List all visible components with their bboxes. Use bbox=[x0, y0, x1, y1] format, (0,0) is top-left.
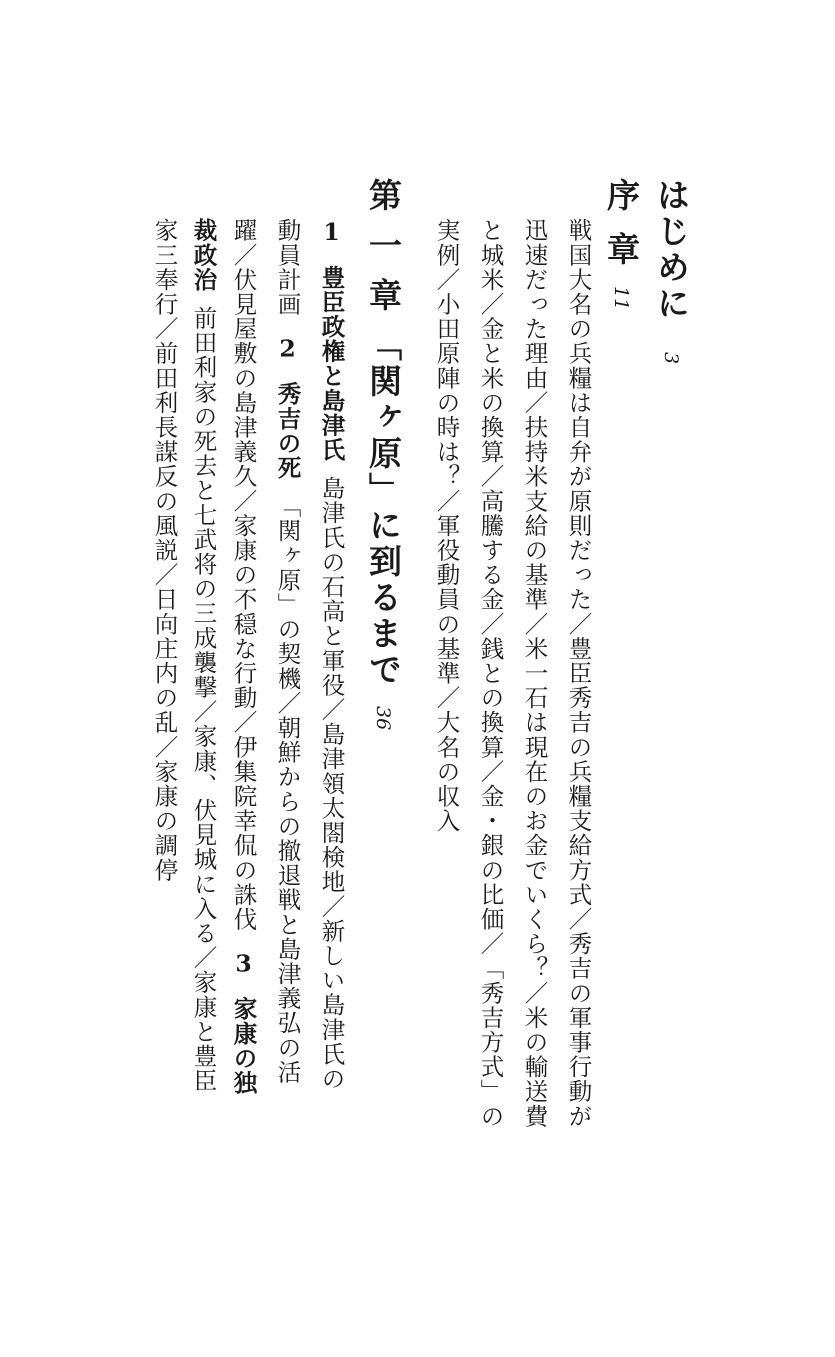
section-2-heading: 秀吉の死 bbox=[273, 381, 302, 480]
prologue-line-2: 迅速だった理由／扶持米支給の基準／米一石は現在のお金でいくら？／米の輸送費 bbox=[520, 218, 549, 1129]
section-2-number: 2 bbox=[273, 334, 302, 364]
prologue-line-1: 戦国大名の兵糧は自弁が原則だった／豊臣秀吉の兵糧支給方式／秀吉の軍事行動が bbox=[564, 218, 593, 1129]
prologue-title-2: 章 bbox=[602, 232, 641, 268]
chapter1-col-4 bbox=[189, 218, 218, 1094]
chapter1-col-5: 家三奉行／前田利長謀反の風説／日向庄内の乱／家康の調停 bbox=[150, 218, 179, 883]
prologue-line-3: と城米／金と米の換算／高騰する金／銭との換算／金・銀の比価／「秀吉方式」の bbox=[476, 218, 505, 1129]
section-3-heading: 家康の独 bbox=[229, 996, 258, 1095]
section-1-text: 島津氏の石高と軍役／島津領太閤検地／新しい島津氏の bbox=[317, 475, 346, 1091]
section-3-number: 3 bbox=[229, 949, 258, 979]
chapter1-col-3 bbox=[229, 218, 258, 1095]
chapter1-col-1 bbox=[317, 218, 346, 1091]
prologue-line-4: 実例／小田原陣の時は？／軍役動員の基準／大名の収入 bbox=[432, 218, 461, 833]
section-2-text: 「関ヶ原」の契機／朝鮮からの撤退戦と島津義弘の活 bbox=[273, 493, 302, 1085]
prologue-title-1: 序 bbox=[602, 178, 641, 214]
preface-page-number: 3 bbox=[660, 352, 682, 365]
section-3-text: 前田利家の死去と七武将の三成襲撃／家康、伏見城に入る／家康と豊臣 bbox=[189, 305, 218, 1094]
preface-title: はじめに bbox=[652, 178, 691, 322]
section-1-text-cont: 動員計画 bbox=[273, 218, 302, 317]
prologue-entry bbox=[602, 178, 641, 311]
chapter1-page-number: 36 bbox=[372, 706, 394, 731]
chapter1-title-1: 第 bbox=[364, 178, 403, 214]
section-1-number: 1 bbox=[317, 218, 346, 248]
chapter1-col-2 bbox=[273, 218, 302, 1085]
section-3-heading-cont: 裁政治 bbox=[189, 218, 218, 292]
section-1-heading: 豊臣政権と島津氏 bbox=[317, 265, 346, 462]
chapter1-entry bbox=[364, 178, 403, 731]
preface-entry bbox=[652, 178, 691, 365]
chapter1-title-4: 「関ヶ原」に到るまで bbox=[364, 328, 403, 688]
chapter1-title-3: 章 bbox=[364, 278, 403, 314]
chapter1-title-2: 一 bbox=[364, 228, 403, 264]
section-2-text-cont: 躍／伏見屋敷の島津義久／家康の不穏な行動／伊集院幸侃の誅伐 bbox=[229, 218, 258, 932]
prologue-page-number: 11 bbox=[610, 286, 632, 311]
